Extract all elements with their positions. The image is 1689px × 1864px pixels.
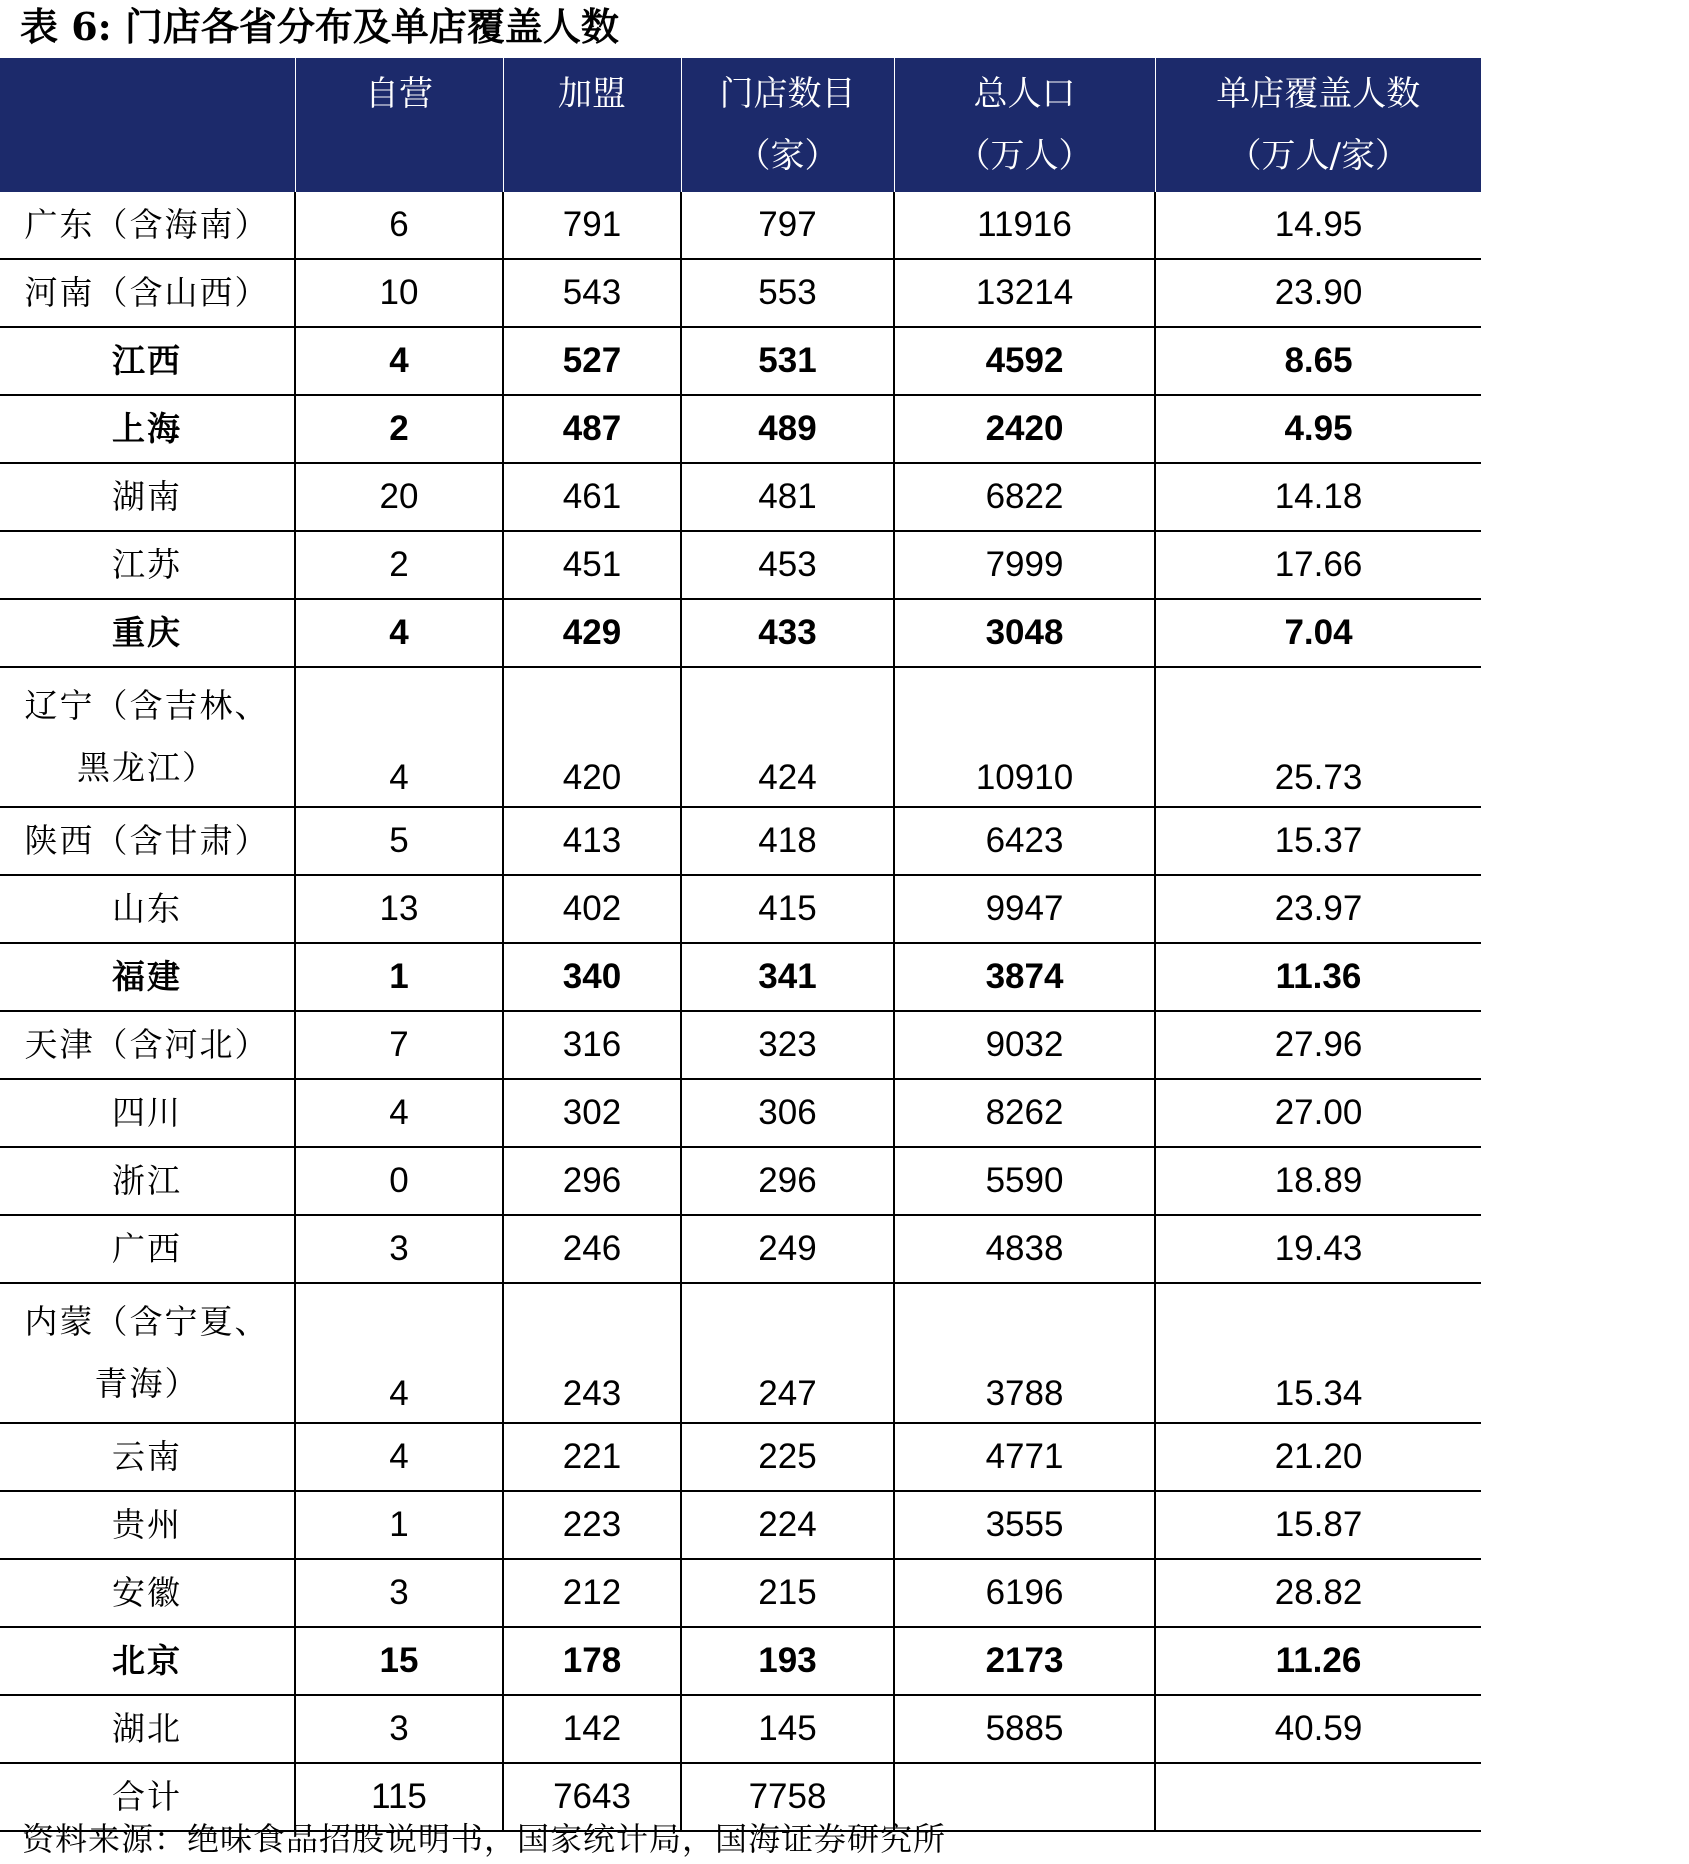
self-operated-cell: 3 [295,1559,503,1627]
self-operated-cell: 4 [295,1423,503,1491]
self-operated-cell: 4 [295,1079,503,1147]
population-cell: 3874 [894,943,1155,1011]
province-label-line1: 内蒙（含宁夏、 [24,1302,270,1341]
header-store-count: 门店数目 （家） [681,58,894,192]
coverage-cell: 14.95 [1155,192,1481,259]
store-count-cell: 553 [681,259,894,327]
total-store-count: 7758 [681,1763,894,1831]
province-cell: 重庆 [0,599,295,667]
self-operated-cell: 4 [295,327,503,395]
store-count-cell: 224 [681,1491,894,1559]
coverage-cell: 23.97 [1155,875,1481,943]
table-row [0,1627,1481,1695]
table-row [0,807,1481,875]
header-province [0,58,295,192]
coverage-cell: 28.82 [1155,1559,1481,1627]
coverage-cell: 17.66 [1155,531,1481,599]
table-row [0,463,1481,531]
table-row [0,259,1481,327]
coverage-cell: 19.43 [1155,1215,1481,1283]
total-self-operated: 115 [295,1763,503,1831]
table-row [0,192,1481,259]
province-cell: 广东（含海南） [0,192,295,259]
population-cell: 8262 [894,1079,1155,1147]
franchise-cell: 316 [503,1011,681,1079]
self-operated-cell: 20 [295,463,503,531]
population-cell: 4771 [894,1423,1155,1491]
coverage-cell: 15.34 [1155,1283,1481,1423]
table-row [0,1147,1481,1215]
header-franchise: 加盟 [503,58,681,192]
self-operated-cell: 1 [295,1491,503,1559]
header-self-operated: 自营 [295,58,503,192]
population-cell: 5590 [894,1147,1155,1215]
province-cell: 江西 [0,327,295,395]
province-cell: 湖南 [0,463,295,531]
coverage-cell: 27.00 [1155,1079,1481,1147]
franchise-cell: 543 [503,259,681,327]
self-operated-cell: 2 [295,531,503,599]
self-operated-cell: 3 [295,1215,503,1283]
self-operated-cell: 5 [295,807,503,875]
table-row [0,1215,1481,1283]
total-franchise: 7643 [503,1763,681,1831]
table-row [0,1491,1481,1559]
store-count-cell: 489 [681,395,894,463]
self-operated-cell: 3 [295,1695,503,1763]
store-count-cell: 481 [681,463,894,531]
table-title: 表 6: 门店各省分布及单店覆盖人数 [20,4,619,49]
population-cell: 7999 [894,531,1155,599]
self-operated-cell: 0 [295,1147,503,1215]
franchise-cell: 429 [503,599,681,667]
table-row [0,1011,1481,1079]
store-count-cell: 418 [681,807,894,875]
province-cell: 江苏 [0,531,295,599]
province-cell: 上海 [0,395,295,463]
self-operated-cell: 7 [295,1011,503,1079]
province-cell: 福建 [0,943,295,1011]
franchise-cell: 296 [503,1147,681,1215]
coverage-cell: 11.36 [1155,943,1481,1011]
table-row [0,1559,1481,1627]
population-cell: 3048 [894,599,1155,667]
table-row [0,531,1481,599]
population-cell: 4838 [894,1215,1155,1283]
province-cell: 云南 [0,1423,295,1491]
franchise-cell: 461 [503,463,681,531]
self-operated-cell: 4 [295,599,503,667]
franchise-cell: 302 [503,1079,681,1147]
coverage-cell: 7.04 [1155,599,1481,667]
store-count-cell: 249 [681,1215,894,1283]
province-cell: 广西 [0,1215,295,1283]
province-label-line2: 青海） [94,1364,200,1403]
franchise-cell: 420 [503,667,681,807]
franchise-cell: 243 [503,1283,681,1423]
population-cell: 11916 [894,192,1155,259]
table-row [0,943,1481,1011]
table-row [0,395,1481,463]
franchise-cell: 413 [503,807,681,875]
franchise-cell: 142 [503,1695,681,1763]
population-cell: 6822 [894,463,1155,531]
self-operated-cell: 2 [295,395,503,463]
store-count-cell: 341 [681,943,894,1011]
total-label: 合计 [0,1763,295,1831]
population-cell: 4592 [894,327,1155,395]
population-cell: 13214 [894,259,1155,327]
self-operated-cell: 13 [295,875,503,943]
coverage-cell: 21.20 [1155,1423,1481,1491]
store-count-cell: 424 [681,667,894,807]
coverage-cell: 15.37 [1155,807,1481,875]
self-operated-cell: 1 [295,943,503,1011]
table-row [0,667,1481,807]
franchise-cell: 223 [503,1491,681,1559]
self-operated-cell: 4 [295,1283,503,1423]
franchise-cell: 791 [503,192,681,259]
province-label-line1: 辽宁（含吉林、 [24,686,270,725]
store-count-cell: 145 [681,1695,894,1763]
franchise-cell: 487 [503,395,681,463]
coverage-cell: 23.90 [1155,259,1481,327]
franchise-cell: 402 [503,875,681,943]
header-population: 总人口 （万人） [894,58,1155,192]
store-count-cell: 225 [681,1423,894,1491]
coverage-cell: 8.65 [1155,327,1481,395]
province-cell: 安徽 [0,1559,295,1627]
province-cell: 贵州 [0,1491,295,1559]
population-cell: 2173 [894,1627,1155,1695]
province-cell: 天津（含河北） [0,1011,295,1079]
province-cell: 四川 [0,1079,295,1147]
province-cell [0,1283,295,1423]
population-cell: 6196 [894,1559,1155,1627]
coverage-cell: 14.18 [1155,463,1481,531]
province-cell: 浙江 [0,1147,295,1215]
coverage-cell: 11.26 [1155,1627,1481,1695]
self-operated-cell: 4 [295,667,503,807]
coverage-cell: 25.73 [1155,667,1481,807]
province-cell: 湖北 [0,1695,295,1763]
header-row [0,58,1481,192]
store-count-cell: 215 [681,1559,894,1627]
coverage-cell: 18.89 [1155,1147,1481,1215]
store-count-cell: 193 [681,1627,894,1695]
header-coverage: 单店覆盖人数 （万人/家） [1155,58,1481,192]
self-operated-cell: 6 [295,192,503,259]
source-note: 资料来源：绝味食品招股说明书，国家统计局，国海证券研究所 [22,1820,947,1858]
population-cell: 2420 [894,395,1155,463]
store-count-cell: 797 [681,192,894,259]
store-count-cell: 306 [681,1079,894,1147]
table-row [0,875,1481,943]
franchise-cell: 451 [503,531,681,599]
province-cell: 山东 [0,875,295,943]
table-row [0,1423,1481,1491]
store-count-cell: 323 [681,1011,894,1079]
table-row [0,1695,1481,1763]
store-count-cell: 296 [681,1147,894,1215]
population-cell: 9947 [894,875,1155,943]
store-distribution-table [0,58,1481,1832]
store-count-cell: 433 [681,599,894,667]
population-cell: 10910 [894,667,1155,807]
store-count-cell: 531 [681,327,894,395]
franchise-cell: 178 [503,1627,681,1695]
table-row [0,1079,1481,1147]
population-cell: 6423 [894,807,1155,875]
province-cell: 河南（含山西） [0,259,295,327]
franchise-cell: 212 [503,1559,681,1627]
population-cell: 9032 [894,1011,1155,1079]
store-count-cell: 247 [681,1283,894,1423]
province-label-line2: 黑龙江） [77,748,217,787]
province-cell [0,667,295,807]
coverage-cell: 15.87 [1155,1491,1481,1559]
franchise-cell: 221 [503,1423,681,1491]
store-count-cell: 415 [681,875,894,943]
self-operated-cell: 10 [295,259,503,327]
total-coverage [1155,1763,1481,1831]
franchise-cell: 527 [503,327,681,395]
table-row [0,599,1481,667]
province-cell: 陕西（含甘肃） [0,807,295,875]
coverage-cell: 40.59 [1155,1695,1481,1763]
population-cell: 3788 [894,1283,1155,1423]
coverage-cell: 4.95 [1155,395,1481,463]
store-count-cell: 453 [681,531,894,599]
population-cell: 5885 [894,1695,1155,1763]
franchise-cell: 246 [503,1215,681,1283]
province-cell: 北京 [0,1627,295,1695]
population-cell: 3555 [894,1491,1155,1559]
self-operated-cell: 15 [295,1627,503,1695]
table-row [0,327,1481,395]
coverage-cell: 27.96 [1155,1011,1481,1079]
table-row [0,1283,1481,1423]
franchise-cell: 340 [503,943,681,1011]
